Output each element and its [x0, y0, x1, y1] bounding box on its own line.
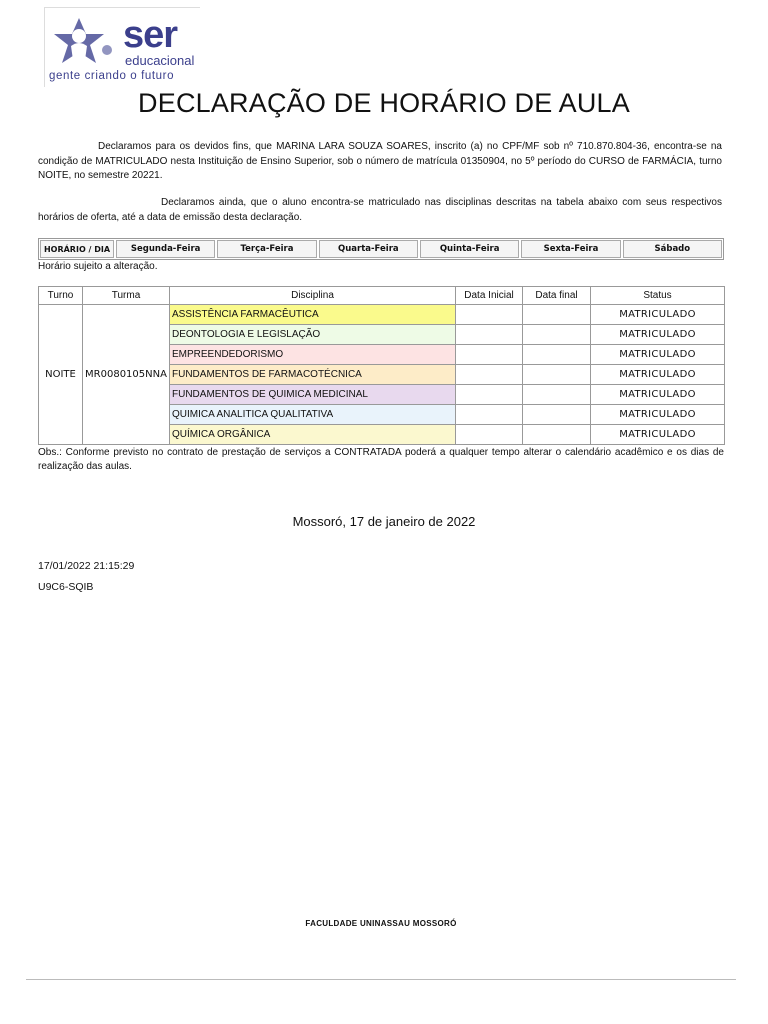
schedule-day: Quinta-Feira: [420, 240, 519, 258]
schedule-day: Segunda-Feira: [116, 240, 215, 258]
discipline-name-cell: ASSISTÊNCIA FARMACÊUTICA: [170, 305, 456, 325]
end-date-cell: [523, 405, 591, 425]
schedule-note: Horário sujeito a alteração.: [38, 261, 158, 272]
discipline-name-cell: FUNDAMENTOS DE QUIMICA MEDICINAL: [170, 385, 456, 405]
start-date-cell: [456, 325, 523, 345]
status-cell: MATRICULADO: [591, 365, 725, 385]
schedule-header-label: HORÁRIO / DIA: [40, 240, 114, 258]
column-header: Data Inicial: [456, 287, 523, 305]
start-date-cell: [456, 385, 523, 405]
discipline-name-cell: QUIMICA ANALITICA QUALITATIVA: [170, 405, 456, 425]
schedule-day: Sexta-Feira: [521, 240, 620, 258]
table-row: [39, 305, 725, 325]
issue-timestamp: 17/01/2022 21:15:29: [38, 560, 135, 572]
status-cell: MATRICULADO: [591, 425, 725, 445]
brand-logo: [44, 7, 200, 87]
brand-subtitle: educacional: [125, 53, 195, 68]
declaration-paragraph-2: Declaramos ainda, que o aluno encontra-se matriculado nas disciplinas descritas na tabela abaixo com seus respectivos horários de oferta, até a data de emissão desta declaração.: [38, 197, 722, 223]
schedule-header-bar: [38, 238, 724, 260]
table-header-row: [39, 287, 725, 305]
footer-divider: [26, 979, 736, 980]
schedule-day: Terça-Feira: [217, 240, 316, 258]
start-date-cell: [456, 365, 523, 385]
footer-institution: FACULDADE UNINASSAU MOSSORÓ: [305, 919, 457, 928]
place-date: Mossoró, 17 de janeiro de 2022: [292, 514, 476, 529]
column-header: Disciplina: [170, 287, 456, 305]
end-date-cell: [523, 325, 591, 345]
end-date-cell: [523, 365, 591, 385]
status-cell: MATRICULADO: [591, 385, 725, 405]
start-date-cell: [456, 305, 523, 325]
end-date-cell: [523, 345, 591, 365]
page-title: DECLARAÇÃO DE HORÁRIO DE AULA: [138, 88, 630, 118]
brand-tagline: gente criando o futuro: [49, 70, 175, 82]
discipline-name-cell: EMPREENDEDORISMO: [170, 345, 456, 365]
column-header: Status: [591, 287, 725, 305]
status-cell: MATRICULADO: [591, 305, 725, 325]
status-cell: MATRICULADO: [591, 325, 725, 345]
discipline-name-cell: FUNDAMENTOS DE FARMACOTÉCNICA: [170, 365, 456, 385]
brand-name: ser: [123, 14, 178, 56]
observation-note: Obs.: Conforme previsto no contrato de prestação de serviços a CONTRATADA poderá a qualquer tempo alterar o calendário acadêmico e os dias de realização das aulas.: [38, 447, 724, 472]
turma-cell: MR0080105NNA: [83, 305, 170, 445]
verification-code: U9C6-SQIB: [38, 581, 94, 593]
discipline-name-cell: DEONTOLOGIA E LEGISLAÇÃO: [170, 325, 456, 345]
end-date-cell: [523, 385, 591, 405]
person-star-icon: [49, 16, 121, 72]
status-cell: MATRICULADO: [591, 405, 725, 425]
column-header: Data final: [523, 287, 591, 305]
declaration-paragraph-1: Declaramos para os devidos fins, que MARINA LARA SOUZA SOARES, inscrito (a) no CPF/MF sob nº 710.870.804-36, encontra-se na condição de MATRICULADO nesta Instituição de Ensino Superior, sob o número de matrícula 01350904, no 5º período do CURSO de FARMÁCIA, turno NOITE, no semestre 20221.: [38, 141, 722, 181]
column-header: Turma: [83, 287, 170, 305]
schedule-day: Sábado: [623, 240, 722, 258]
schedule-day: Quarta-Feira: [319, 240, 418, 258]
start-date-cell: [456, 405, 523, 425]
end-date-cell: [523, 305, 591, 325]
discipline-name-cell: QUÍMICA ORGÂNICA: [170, 425, 456, 445]
start-date-cell: [456, 345, 523, 365]
status-cell: MATRICULADO: [591, 345, 725, 365]
end-date-cell: [523, 425, 591, 445]
turno-cell: NOITE: [39, 305, 83, 445]
disciplines-table: [38, 286, 725, 445]
column-header: Turno: [39, 287, 83, 305]
start-date-cell: [456, 425, 523, 445]
